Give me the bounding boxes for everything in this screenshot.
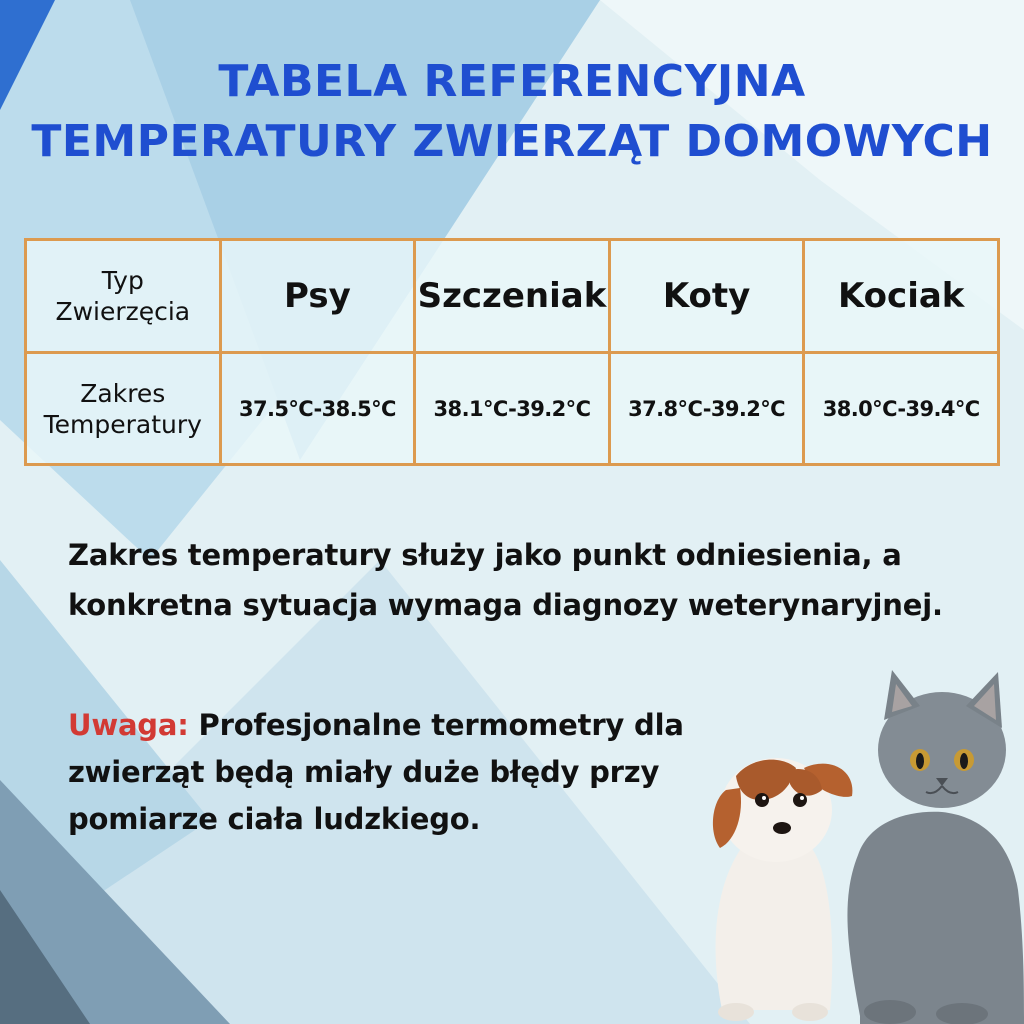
range-dogs: 37.5°C-38.5°C <box>220 353 415 465</box>
note-line-1: Zakres temperatury służy jako punkt odniesienia, a <box>68 538 902 572</box>
range-kitten: 38.0°C-39.4°C <box>804 353 999 465</box>
column-header-cats: Koty <box>609 240 804 353</box>
row-header-animal-type: Typ Zwierzęcia <box>26 240 221 353</box>
warning-label: Uwaga: <box>68 708 189 742</box>
row-header-temperature-range: Zakres Temperatury <box>26 353 221 465</box>
table-row <box>26 353 999 465</box>
column-header-dogs: Psy <box>220 240 415 353</box>
page-title <box>0 52 1024 172</box>
temperature-table <box>24 238 1000 466</box>
warning-line-2: zwierząt będą miały duże błędy przy <box>68 755 660 789</box>
title-line-1: TABELA REFERENCYJNA <box>218 56 806 107</box>
puppy-image <box>713 758 853 1021</box>
warning-note <box>68 702 728 843</box>
column-header-puppy: Szczeniak <box>415 240 610 353</box>
column-header-kitten: Kociak <box>804 240 999 353</box>
warning-line-1: Profesjonalne termometry dla <box>188 708 684 742</box>
range-puppy: 38.1°C-39.2°C <box>415 353 610 465</box>
table-header-row <box>26 240 999 353</box>
title-line-2: TEMPERATURY ZWIERZĄT DOMOWYCH <box>31 116 993 167</box>
note-line-2: konkretna sytuacja wymaga diagnozy weterynaryjnej. <box>68 588 943 622</box>
kitten-image <box>847 670 1024 1024</box>
warning-line-3: pomiarze ciała ludzkiego. <box>68 802 481 836</box>
pets-illustration <box>680 650 1024 1024</box>
reference-note <box>68 530 998 630</box>
range-cats: 37.8°C-39.2°C <box>609 353 804 465</box>
